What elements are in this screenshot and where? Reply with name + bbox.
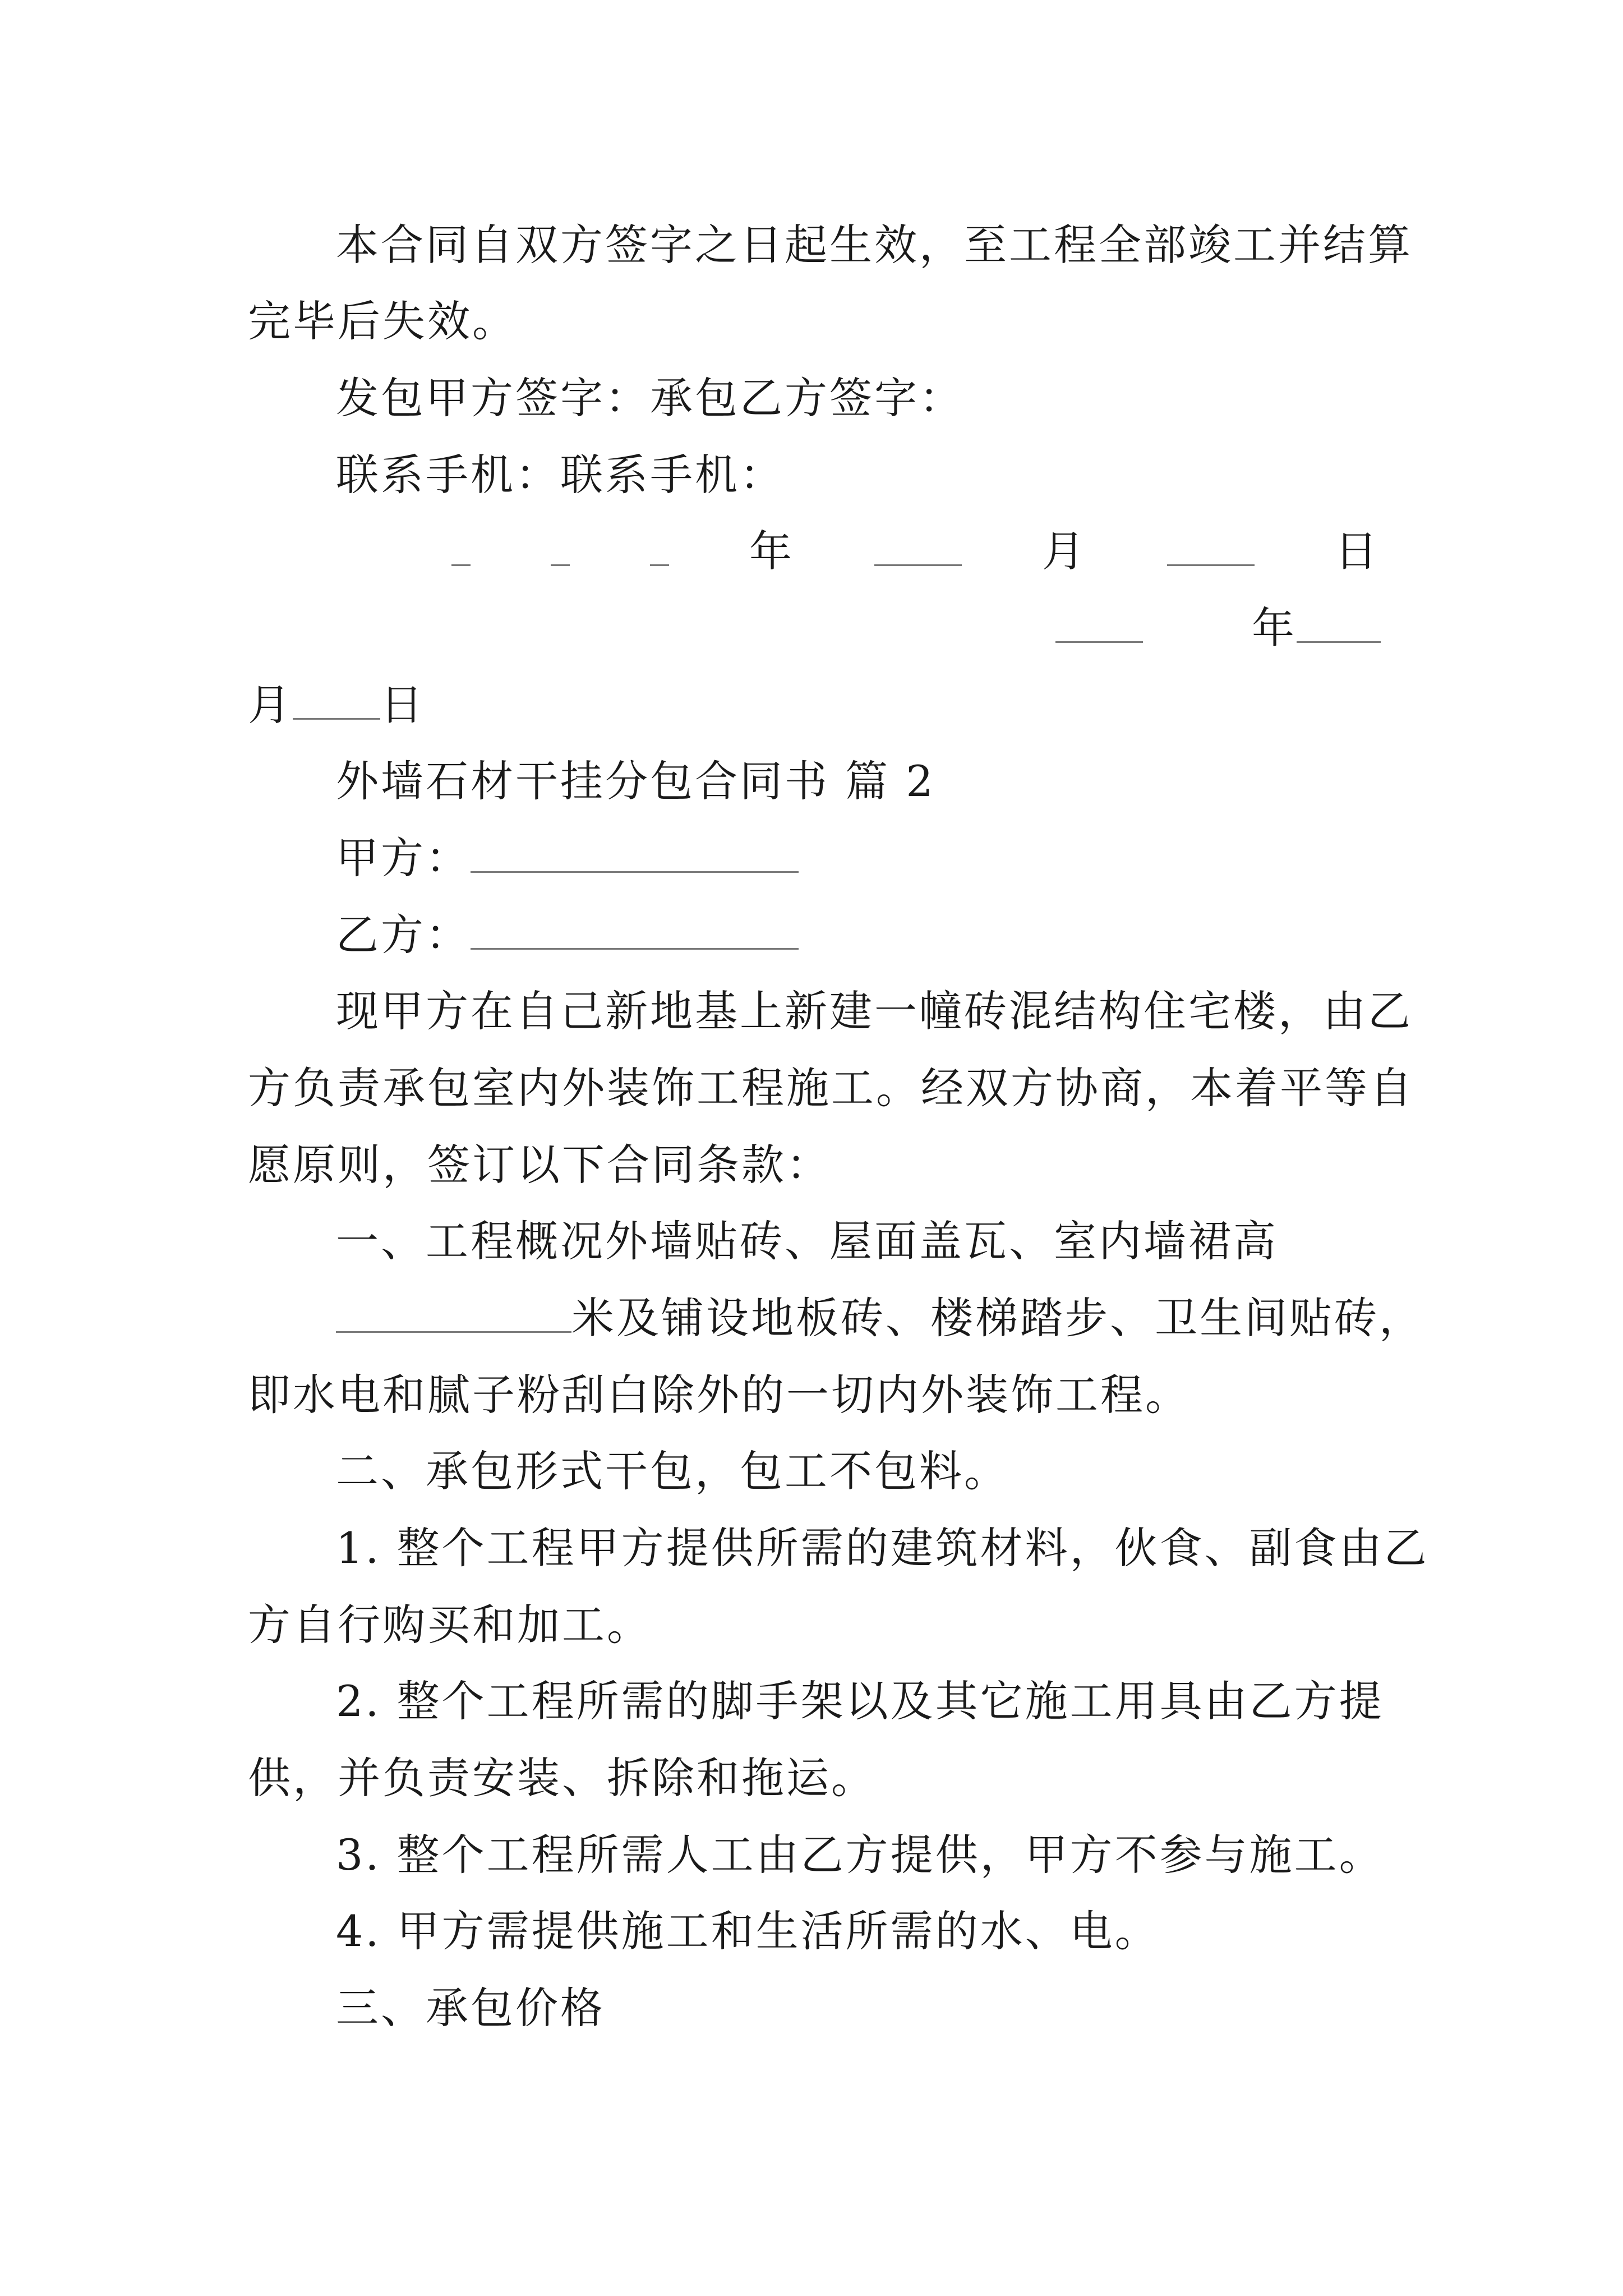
- day-label: 日: [380, 680, 425, 730]
- date-line-2: [1055, 600, 1381, 656]
- day-label: 日: [1335, 526, 1380, 576]
- year-label: 年: [1252, 603, 1297, 653]
- paragraph-line: 完毕后失效。: [248, 296, 517, 346]
- paragraph-line: 一、工程概况外墙贴砖、屋面盖瓦、室内墙裙高: [336, 1216, 1278, 1266]
- section-title: 外墙石材干挂分包合同书 篇 2: [336, 756, 935, 806]
- blank: [874, 531, 962, 566]
- signature-line: 发包甲方签字：承包乙方签字：: [336, 373, 964, 423]
- year-label: 年: [749, 526, 794, 576]
- paragraph-line: 方负责承包室内外装饰工程施工。经双方协商，本着平等自: [248, 1063, 1414, 1113]
- blank: [551, 531, 570, 566]
- paragraph-line: 方自行购买和加工。: [248, 1600, 652, 1650]
- paragraph-line: 二、承包形式干包，包工不包料。: [336, 1446, 1009, 1496]
- paragraph-line: 三、承包价格: [336, 1983, 605, 2033]
- party-a-line: [248, 830, 1381, 886]
- blank: [1167, 531, 1255, 566]
- date-line-2-cont: [248, 677, 1381, 733]
- paragraph-line: 2. 整个工程所需的脚手架以及其它施工用具由乙方提: [336, 1676, 1384, 1726]
- party-b-label: 乙方：: [336, 910, 471, 960]
- paragraph-line: 供，并负责安装、拆除和拖运。: [248, 1753, 876, 1803]
- paragraph-line: 3. 整个工程所需人工由乙方提供，甲方不参与施工。: [336, 1830, 1384, 1880]
- phone-line: 联系手机：联系手机：: [336, 450, 785, 500]
- party-b-blank: [471, 913, 799, 950]
- paragraph-text: 米及铺设地板砖、楼梯踏步、卫生间贴砖，: [571, 1293, 1424, 1343]
- blank: [650, 531, 669, 566]
- paragraph-line: 即水电和腻子粉刮白除外的一切内外装饰工程。: [248, 1370, 1190, 1420]
- party-a-blank: [471, 836, 799, 873]
- date-line-1: [451, 523, 1380, 579]
- paragraph-line: 1. 整个工程甲方提供所需的建筑材料，伙食、副食由乙: [336, 1523, 1429, 1573]
- paragraph-line: 4. 甲方需提供施工和生活所需的水、电。: [336, 1906, 1160, 1956]
- paragraph-line: 本合同自双方签字之日起生效，至工程全部竣工并结算: [336, 220, 1413, 270]
- blank: [451, 531, 471, 566]
- paragraph-line-with-blank: [248, 1290, 1424, 1346]
- blank: [1055, 608, 1143, 643]
- month-label: 月: [1042, 526, 1087, 576]
- blank: [293, 684, 380, 720]
- blank: [1297, 608, 1381, 643]
- month-label: 月: [248, 680, 293, 730]
- height-blank: [336, 1296, 571, 1333]
- party-a-label: 甲方：: [336, 833, 471, 883]
- party-b-line: [248, 907, 1381, 963]
- paragraph-line: 现甲方在自己新地基上新建一幢砖混结构住宅楼，由乙: [336, 986, 1413, 1036]
- paragraph-line: 愿原则，签订以下合同条款：: [248, 1140, 831, 1190]
